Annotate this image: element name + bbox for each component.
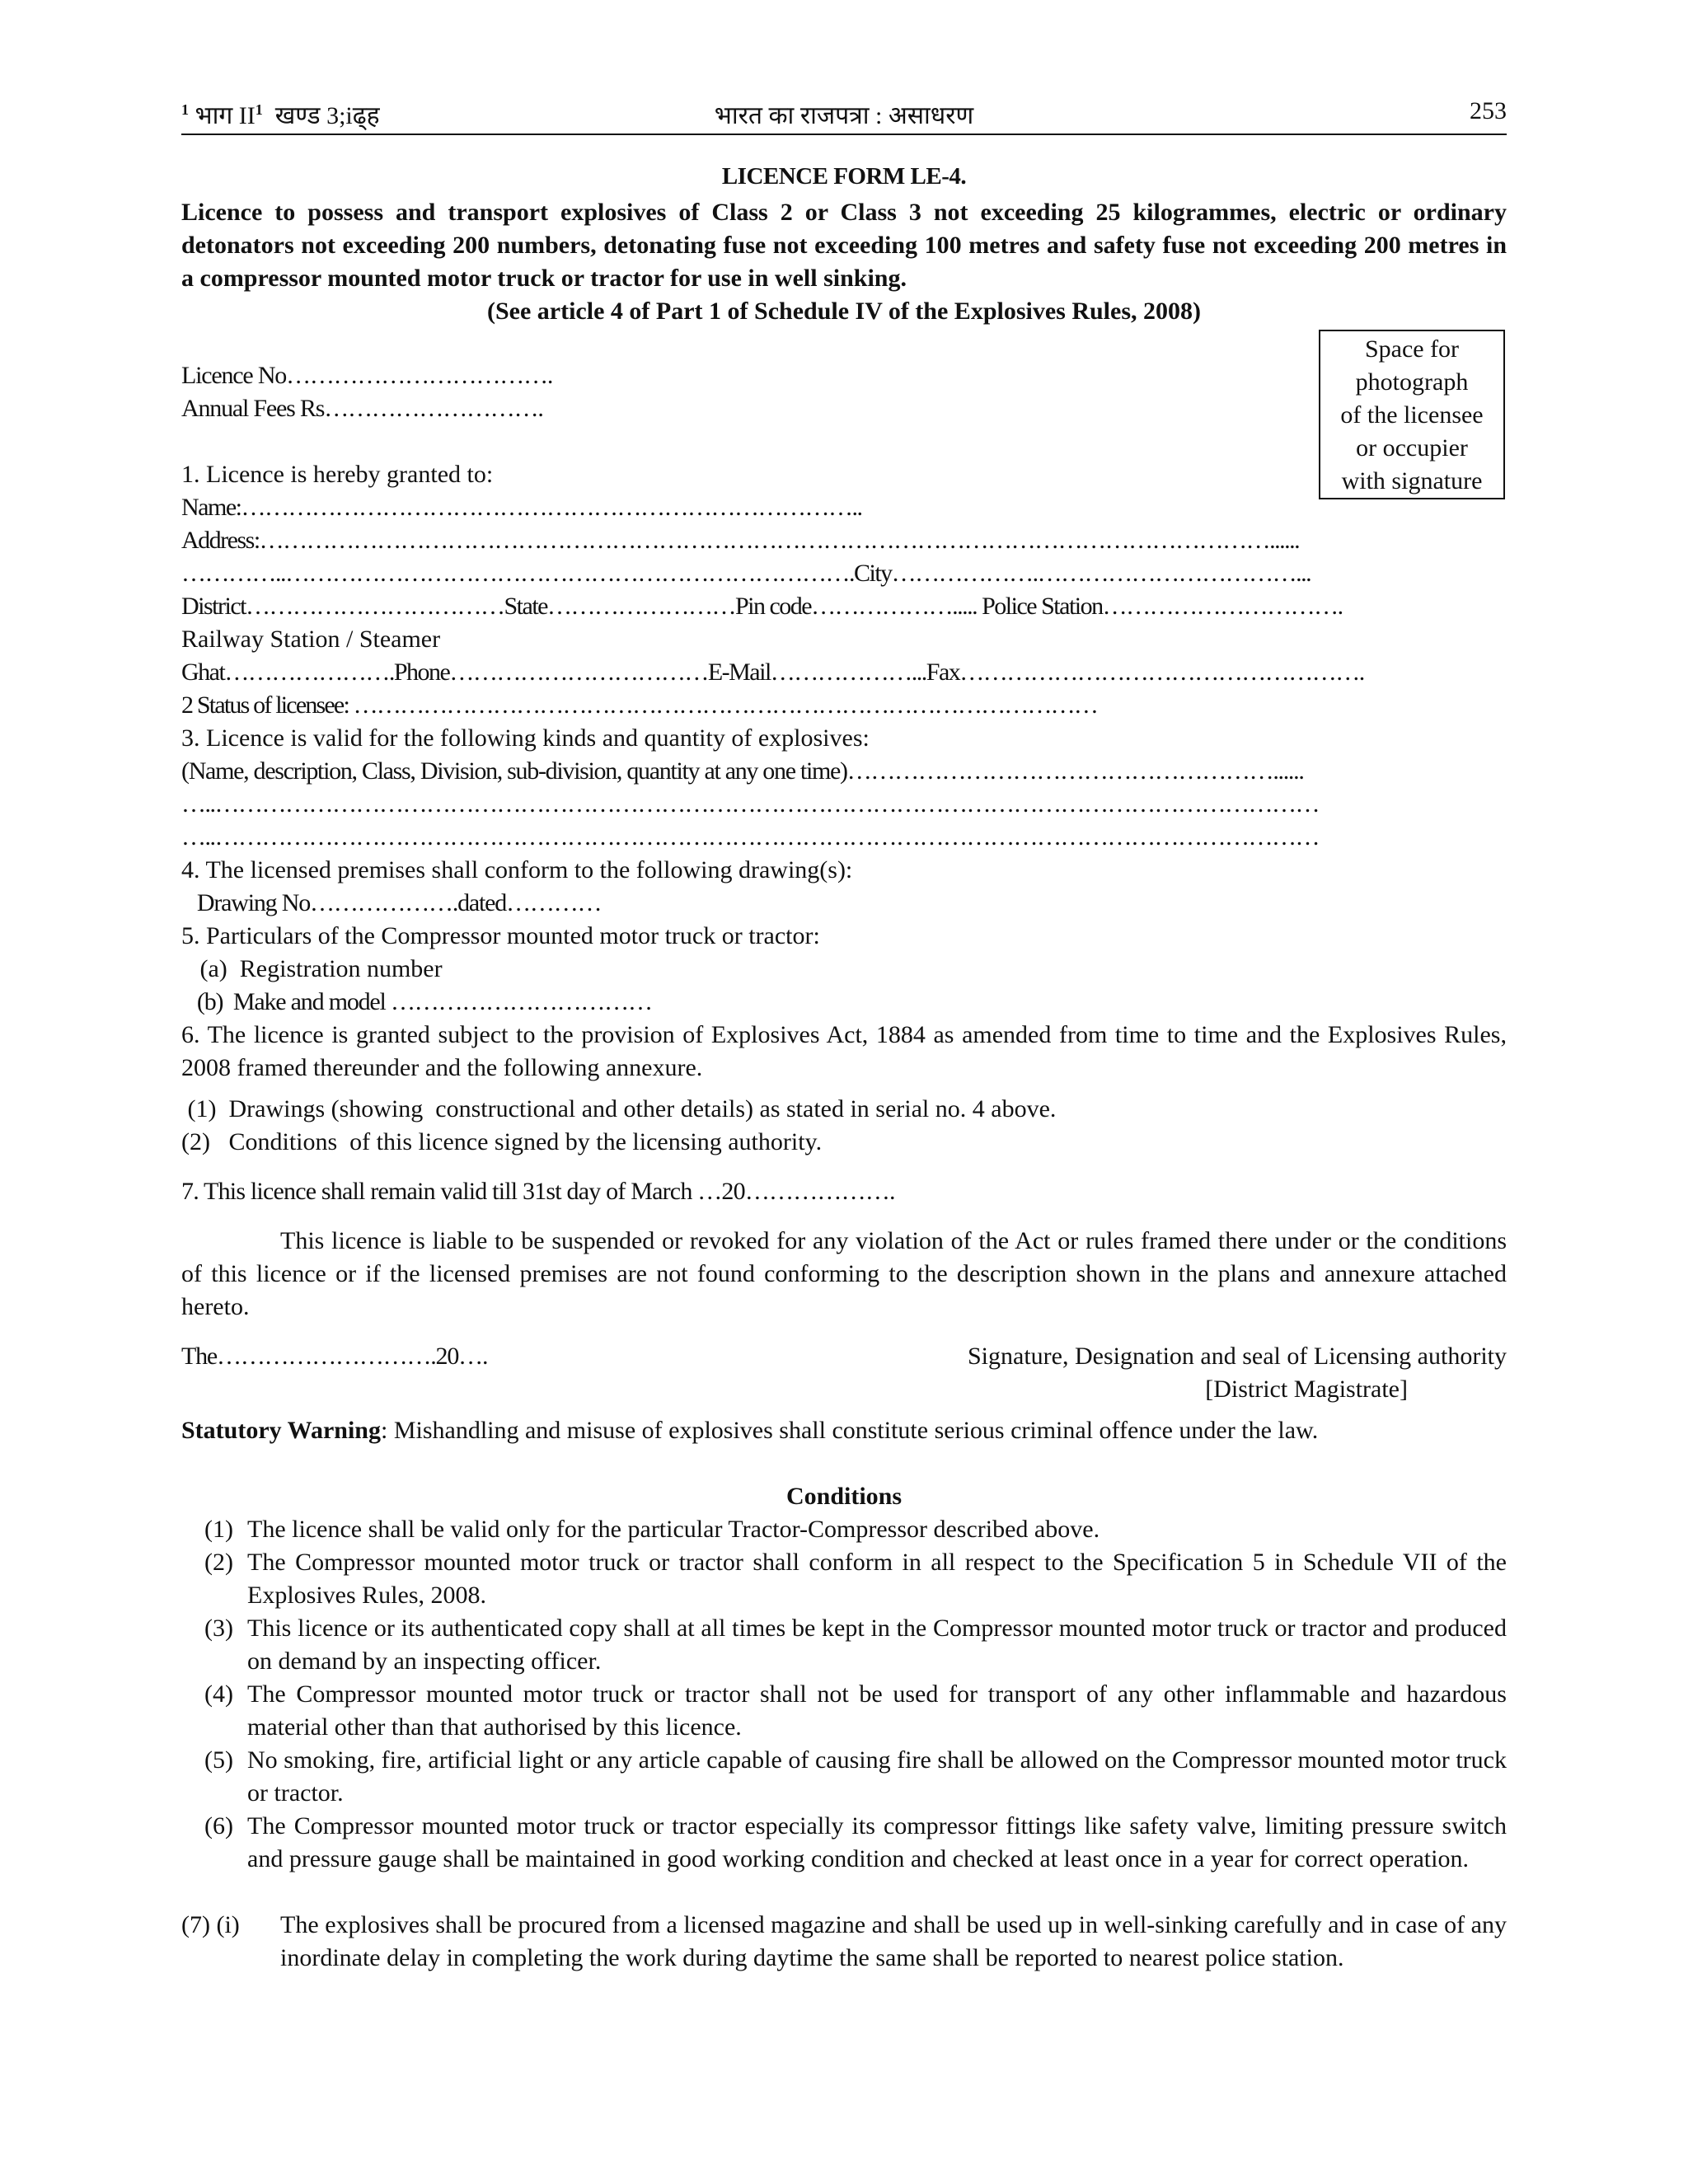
condition-text: The Compressor mounted motor truck or tractor shall conform in all respect to the Specification 5 in Schedule VII of the Explosives Rules, 2008.: [247, 1549, 1507, 1609]
condition-number: (5): [204, 1746, 233, 1774]
valid-till-line: 7. This licence shall remain valid till 31st day of March …20……………….: [181, 1178, 895, 1205]
warning-label: Statutory Warning: [181, 1417, 381, 1444]
condition-text: This licence or its authenticated copy shall at all times be kept in the Compressor mounted motor truck or tractor and produced on demand by an inspecting officer.: [247, 1615, 1507, 1675]
photo-box-line: photograph: [1355, 368, 1469, 396]
header-section-label: खण्ड 3;iढ्ह: [274, 102, 380, 129]
condition-text: No smoking, fire, artificial light or any article capable of causing fire shall be allowed on the Compressor mounted motor truck or tractor.: [247, 1746, 1507, 1807]
page-number: 253: [1470, 97, 1507, 124]
date-field: The……………………….20….: [181, 1343, 488, 1370]
condition-number: (1): [204, 1516, 233, 1543]
statutory-warning: [181, 1414, 1507, 1447]
drawing-no-field: Drawing No……………….dated…………: [181, 889, 602, 916]
signature-label: Signature, Designation and seal of Licensing authority: [967, 1343, 1507, 1370]
status-field: 2 Status of licensee: ……………………………………………………………………………………: [181, 691, 1098, 719]
rules-reference: (See article 4 of Part 1 of Schedule IV of the Explosives Rules, 2008): [486, 298, 1201, 325]
condition-text: The licence shall be valid only for the particular Tractor-Compressor described above.: [247, 1516, 1100, 1543]
subject-clause: 6. The licence is granted subject to the provision of Explosives Act, 1884 as amended from time to time and the Explosives Rules, 2008 framed thereunder and the following annexure.: [181, 1021, 1507, 1081]
address-field: Address:…………………………………………………………………………………………………………………......: [181, 527, 1300, 554]
photo-box-line: Space for: [1364, 335, 1460, 363]
condition-number: (3): [204, 1615, 233, 1642]
superscript: 1: [181, 101, 189, 118]
header-rule: [181, 134, 1507, 135]
superscript: 1: [255, 101, 263, 118]
annexure-item: (1) Drawings (showing constructional and other details) as stated in serial no. 4 above.: [181, 1095, 1057, 1122]
address-city-field: …………..……………………………………………………………….City……………….……………………………...: [181, 560, 1311, 587]
magistrate-label: [District Magistrate]: [1205, 1376, 1408, 1403]
condition-number: (4): [204, 1680, 233, 1708]
conditions-heading: Conditions: [785, 1483, 903, 1510]
photo-box-line: with signature: [1341, 467, 1483, 494]
header-part-label: भाग II: [195, 102, 256, 129]
condition-number: (7) (i): [181, 1911, 240, 1938]
condition-text: The Compressor mounted motor truck or tractor shall not be used for transport of any other inflammable and hazardous material other than that authorised by this licence.: [247, 1680, 1507, 1741]
photo-box-line: of the licensee: [1340, 401, 1484, 429]
condition-text: The Compressor mounted motor truck or tractor especially its compressor fittings like safety valve, limiting pressure switch and pressure gauge shall be maintained in good working condition and checked at least once in a year for correct operation.: [247, 1812, 1507, 1872]
granted-to-line: 1. Licence is hereby granted to:: [181, 461, 494, 488]
licence-no-field: Licence No…………………………….: [181, 362, 553, 389]
condition-number: (6): [204, 1812, 233, 1840]
warning-text: : Mishandling and misuse of explosives shall constitute serious criminal offence under the law.: [380, 1417, 1319, 1444]
dotted-line: …..……………………………………………………………………………………………………………………………: [181, 790, 1319, 818]
name-field: Name:……………………………………………………………………..: [181, 494, 862, 521]
annual-fees-field: Annual Fees Rs……………………….: [181, 395, 543, 422]
make-model-field: (b) Make and model ……………………………: [181, 988, 652, 1015]
condition-text: The explosives shall be procured from a licensed magazine and shall be used up in well-sinking carefully and in case of any inordinate delay in completing the work during daytime the same shall be reported to nearest police station.: [280, 1911, 1507, 1971]
explosives-description-field: (Name, description, Class, Division, sub-division, quantity at any one time)………………………………………………......: [181, 757, 1304, 785]
particulars-line: 5. Particulars of the Compressor mounted motor truck or tractor:: [181, 922, 820, 949]
railway-field: Railway Station / Steamer: [181, 626, 441, 653]
annexure-item: (2) Conditions of this licence signed by the licensing authority.: [181, 1128, 823, 1155]
subtitle-text: Licence to possess and transport explosives of Class 2 or Class 3 not exceeding 25 kilogrammes, electric or ordinary detonators not exceeding 200 numbers, detonating fuse not exceeding 100 metres and safety fuse not exceeding 200 metres in a compressor mounted motor truck or tractor for use in well sinking.: [181, 199, 1507, 292]
form-subtitle: [181, 196, 1507, 328]
liability-paragraph: This licence is liable to be suspended or revoked for any violation of the Act or rules framed there under or the conditions of this licence or if the licensed premises are not found conforming to the description shown in the plans and annexure attached hereto.: [181, 1227, 1507, 1320]
page-header: [181, 97, 1507, 138]
photo-box-line: or occupier: [1356, 434, 1468, 462]
condition-number: (2): [204, 1549, 233, 1576]
valid-kinds-line: 3. Licence is valid for the following kinds and quantity of explosives:: [181, 724, 870, 752]
dotted-line: …..……………………………………………………………………………………………………………………………: [181, 823, 1319, 851]
header-title: भारत का राजपत्रा : असाधरण: [714, 102, 974, 129]
form-title: LICENCE FORM LE-4.: [721, 163, 967, 190]
registration-number-field: (a) Registration number: [181, 955, 443, 982]
drawings-line: 4. The licensed premises shall conform to the following drawing(s):: [181, 856, 853, 883]
district-field: District……………………………State……………………Pin code………………..... Police Station………………………….: [181, 593, 1343, 620]
ghat-contact-field: Ghat………………….Phone……………………………E-Mail………………...Fax…………………………………………….: [181, 658, 1364, 686]
